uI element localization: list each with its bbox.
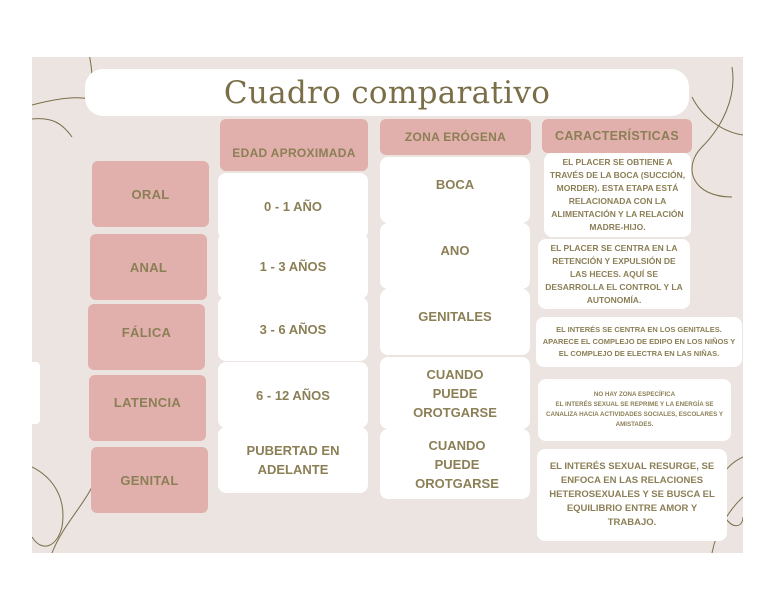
page-title: Cuadro comparativo	[223, 74, 551, 111]
zone-cell-oral: BOCA	[380, 157, 530, 223]
edge-tab	[32, 362, 40, 424]
age-cell-latencia: 6 - 12 AÑOS	[218, 362, 368, 428]
stage-oral: ORAL	[92, 161, 209, 227]
age-cell-anal: 1 - 3 AÑOS	[218, 233, 368, 299]
characteristics-cell-oral: EL PLACER SE OBTIENE A TRAVÉS DE LA BOCA (SUCCIÓN, MORDER). ESTA ETAPA ESTÁ RELACIONADA CON LA ALIMENTACIÓN Y LA RELACIÓN MADRE-HIJO.	[544, 153, 691, 237]
age-cell-falica: 3 - 6 AÑOS	[218, 297, 368, 361]
zone-cell-latencia: CUANDO PUEDE OROTGARSE	[380, 357, 530, 429]
stage-genital: GENITAL	[91, 447, 208, 513]
header-zone: ZONA ERÓGENA	[380, 119, 531, 155]
characteristics-cell-latencia	[538, 379, 731, 441]
header-age: EDAD APROXIMADA	[220, 119, 368, 171]
zone-cell-anal: ANO	[380, 223, 530, 289]
characteristics-cell-genital: EL INTERÉS SEXUAL RESURGE, SE ENFOCA EN LAS RELACIONES HETEROSEXUALES Y SE BUSCA EL EQUILIBRIO ENTRE AMOR Y TRABAJO.	[537, 449, 727, 541]
stage-latencia: LATENCIA	[89, 375, 206, 441]
slide	[32, 57, 743, 553]
characteristics-latencia-heading: NO HAY ZONA ESPECÍFICA	[593, 391, 676, 398]
characteristics-cell-falica: EL INTERÉS SE CENTRA EN LOS GENITALES. APARECE EL COMPLEJO DE EDIPO EN LOS NIÑOS Y EL COMPLEJO DE ELECTRA EN LAS NIÑAS.	[536, 317, 742, 367]
stage-anal: ANAL	[90, 234, 207, 300]
stage-falica: FÁLICA	[88, 304, 205, 370]
characteristics-latencia-text: EL INTERÉS SEXUAL SE REPRIME Y LA ENERGÍA SE CANALIZA HACIA ACTIVIDADES SOCIALES, ESCOLARES Y AMISTADES.	[546, 401, 723, 428]
characteristics-cell-anal: EL PLACER SE CENTRA EN LA RETENCIÓN Y EXPULSIÓN DE LAS HECES. AQUÍ SE DESARROLLA EL CONTROL Y LA AUTONOMÍA.	[538, 239, 690, 309]
zone-cell-falica: GENITALES	[380, 289, 530, 355]
zone-cell-genital: CUANDO PUEDE OROTGARSE	[380, 429, 530, 499]
age-cell-genital: PUBERTAD EN ADELANTE	[218, 427, 368, 493]
age-cell-oral: 0 - 1 AÑO	[218, 173, 368, 239]
header-characteristics: CARACTERÍSTICAS	[542, 119, 692, 153]
